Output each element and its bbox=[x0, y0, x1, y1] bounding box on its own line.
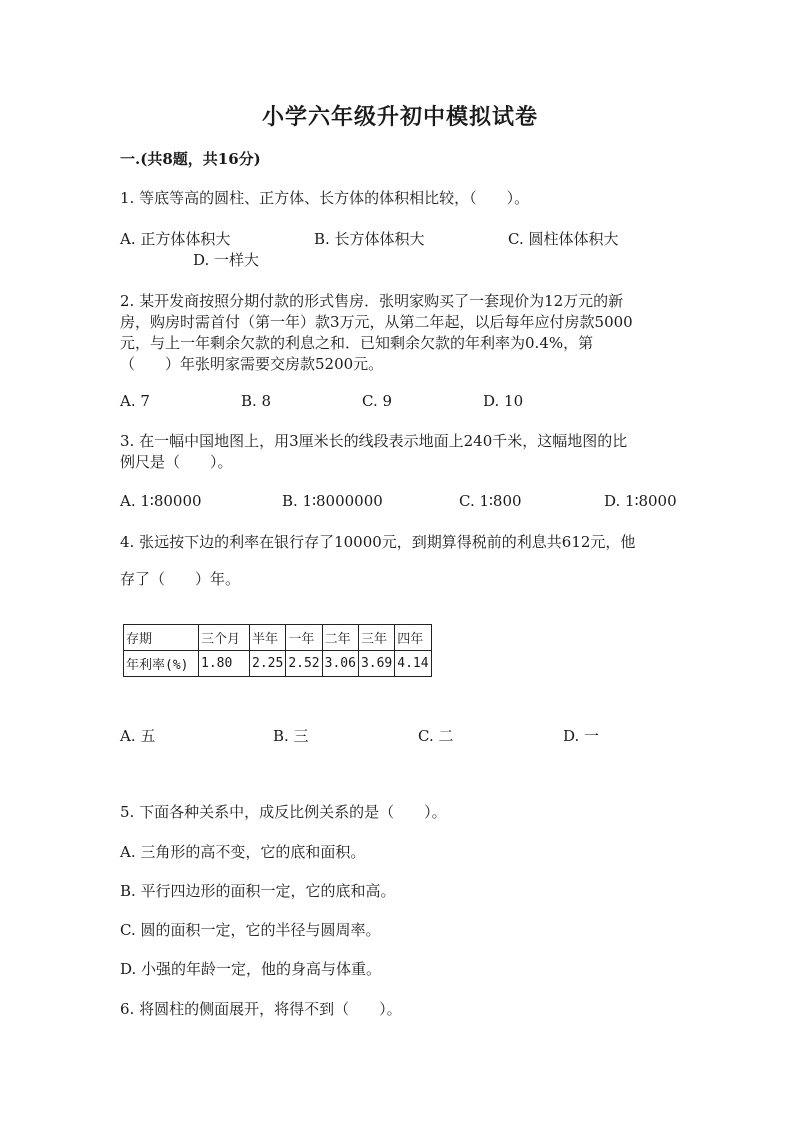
question-4-option-a[interactable]: A. 五 bbox=[120, 727, 156, 745]
question-5-option-b[interactable]: B. 平行四边形的面积一定，它的底和高。 bbox=[120, 882, 396, 900]
table-row bbox=[124, 651, 432, 677]
question-3-option-d[interactable]: D. 1∶8000 bbox=[604, 492, 677, 510]
question-5-option-a[interactable]: A. 三角形的高不变，它的底和面积。 bbox=[120, 843, 366, 861]
interest-rate-table bbox=[123, 624, 432, 677]
table-header-cell: 三个月 bbox=[199, 625, 250, 651]
question-2-line-1: 2. 某开发商按照分期付款的形式售房．张明家购买了一套现价为12万元的新 bbox=[120, 292, 624, 310]
question-2-option-b[interactable]: B. 8 bbox=[241, 392, 272, 410]
table-cell: 3.06 bbox=[322, 651, 358, 677]
table-header-cell: 四年 bbox=[395, 625, 431, 651]
table-header-cell: 存期 bbox=[124, 625, 199, 651]
question-2-line-2: 房，购房时需首付（第一年）款3万元，从第二年起，以后每年应付房款5000 bbox=[120, 313, 633, 331]
table-header-cell: 三年 bbox=[358, 625, 394, 651]
table-cell: 4.14 bbox=[395, 651, 431, 677]
page-title: 小学六年级升初中模拟试卷 bbox=[261, 104, 538, 130]
table-cell: 2.52 bbox=[286, 651, 322, 677]
question-2-option-a[interactable]: A. 7 bbox=[120, 392, 150, 410]
question-1-text: 1. 等底等高的圆柱、正方体、长方体的体积相比较，（ ）。 bbox=[120, 189, 530, 207]
question-5-option-c[interactable]: C. 圆的面积一定，它的半径与圆周率。 bbox=[120, 921, 381, 939]
question-5-text: 5. 下面各种关系中，成反比例关系的是（ ）。 bbox=[120, 803, 447, 821]
question-1-option-a[interactable]: A. 正方体体积大 bbox=[120, 230, 231, 248]
question-3-line-2: 例尺是（ ）。 bbox=[120, 453, 233, 471]
question-2-line-4: （ ）年张明家需要交房款5200元。 bbox=[120, 355, 384, 373]
question-3-option-a[interactable]: A. 1∶80000 bbox=[120, 492, 202, 510]
question-6-text: 6. 将圆柱的侧面展开，将得不到（ ）。 bbox=[120, 1000, 402, 1018]
question-1-option-b[interactable]: B. 长方体体积大 bbox=[314, 230, 425, 248]
question-4-line-1: 4. 张远按下边的利率在银行存了10000元，到期算得税前的利息共612元，他 bbox=[120, 533, 636, 551]
question-4-option-b[interactable]: B. 三 bbox=[273, 727, 309, 745]
table-cell: 年利率(%) bbox=[124, 651, 199, 677]
question-5-option-d[interactable]: D. 小强的年龄一定，他的身高与体重。 bbox=[120, 960, 382, 978]
table-header-cell: 半年 bbox=[250, 625, 286, 651]
question-2-option-d[interactable]: D. 10 bbox=[483, 392, 524, 410]
question-3-option-c[interactable]: C. 1∶800 bbox=[459, 492, 522, 510]
question-1-option-d[interactable]: D. 一样大 bbox=[193, 251, 260, 269]
question-4-option-d[interactable]: D. 一 bbox=[563, 727, 600, 745]
table-cell: 2.25 bbox=[250, 651, 286, 677]
question-3-option-b[interactable]: B. 1∶8000000 bbox=[282, 492, 383, 510]
question-4-line-2: 存了（ ）年。 bbox=[120, 570, 241, 588]
question-1-option-c[interactable]: C. 圆柱体体积大 bbox=[508, 230, 619, 248]
table-cell: 3.69 bbox=[358, 651, 394, 677]
question-3-line-1: 3. 在一幅中国地图上，用3厘米长的线段表示地面上240千米，这幅地图的比 bbox=[120, 432, 628, 450]
question-2-option-c[interactable]: C. 9 bbox=[362, 392, 393, 410]
table-header-row bbox=[124, 625, 432, 651]
table-header-cell: 二年 bbox=[322, 625, 358, 651]
table-cell: 1.80 bbox=[199, 651, 250, 677]
question-2-line-3: 元，与上一年剩余欠款的利息之和．已知剩余欠款的年利率为0.4%，第 bbox=[120, 334, 594, 352]
table-header-cell: 一年 bbox=[286, 625, 322, 651]
question-4-option-c[interactable]: C. 二 bbox=[418, 727, 454, 745]
section-heading: 一.(共8题，共16分) bbox=[120, 150, 261, 168]
